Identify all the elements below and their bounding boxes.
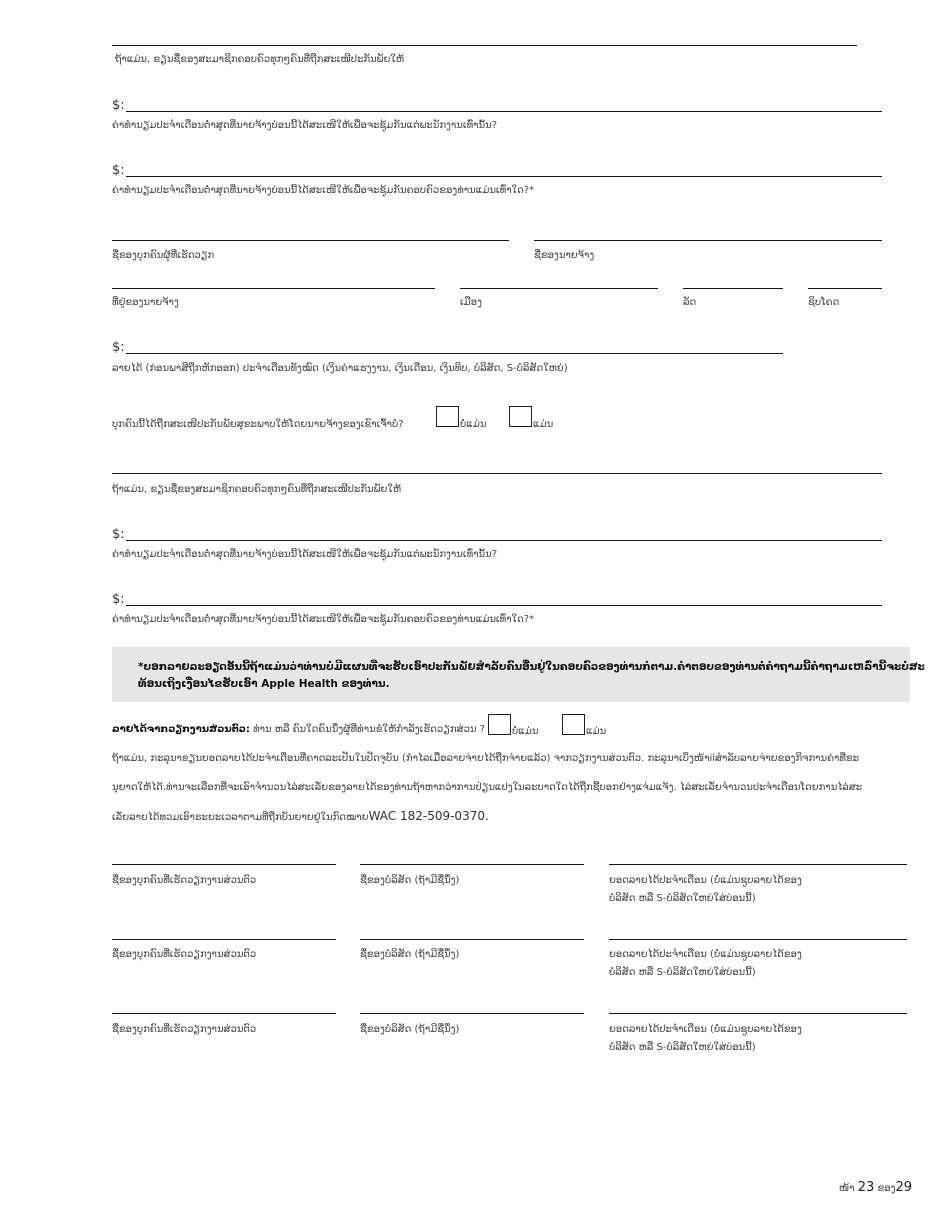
se-name-line-3[interactable] bbox=[112, 1013, 336, 1014]
se-name-line-2[interactable] bbox=[112, 939, 336, 940]
se-income-label-3a: ຍອດລາຍໄດ້ປະຈຳເດືອນ (ບໍ່ແມ່ນຊູບລາຍໄດ້ຂອງ bbox=[609, 1024, 802, 1035]
self-employment-instructions-2: ນຸຍາດໃຫ້ໄດ້.ທ່ານຈະເລືອກທີ່ຈະເອົາຈຳນວນໄລ່ສະເລັ່ຍຂອງລາຍໄດ້ຂອງທ່ານຖ້າຫາກວ່າການປ່ຽນແປງໃນລະບາດໃດໄດ້ຖືກຊີ້ບອກຢ່າງແຈ່ມແຈ້ງ. ໄລ່ສະເລັ່ຍຈຳນວນປະຈຳເດືອນໂດຍການໄລ່ສະ bbox=[112, 782, 863, 793]
offered-question: ບຸກຄົນນີ້ໄດ້ຖືກສະເໜີປະກັນພັຍສຸຂະພາບໃຫ້ໂດຍນາຍຈ້າງຂອງເຂົາເຈົ້າບໍ່? bbox=[112, 419, 404, 430]
se-company-label-2: ຊື່ຂອງບໍລິສັດ (ຖ້າມີຊື່ນຶ່ງ) bbox=[360, 949, 460, 960]
se-name-label-1: ຊື່ຂອງບຸກຄົນທີ່ເຮັດວຽກງານສ່ວນຕົວ bbox=[112, 875, 257, 886]
self-employed-no-label: ບໍ່ແມ່ນ bbox=[512, 726, 539, 737]
offered-no-checkbox[interactable] bbox=[436, 406, 459, 427]
se-income-label-1a: ຍອດລາຍໄດ້ປະຈຳເດືອນ (ບໍ່ແມ່ນຊູບລາຍໄດ້ຂອງ bbox=[609, 875, 802, 886]
offered-yes-label: ແມ່ນ bbox=[533, 419, 554, 430]
state-line[interactable] bbox=[683, 288, 783, 289]
self-employed-yes-label: ແມ່ນ bbox=[586, 726, 607, 737]
dollar-sign: $: bbox=[112, 163, 125, 178]
se-name-label-3: ຊື່ຂອງບຸກຄົນທີ່ເຮັດວຽກງານສ່ວນຕົວ bbox=[112, 1024, 257, 1035]
employer-name-label: ຊື່ຂອງນາຍຈ້າງ bbox=[534, 250, 595, 261]
se-income-label-1b: ບໍລິສັດ ຫລື S-ບໍລິສັດໃຫຍ່ໃສ່ບ່ອນນີ້) bbox=[609, 893, 756, 904]
se-company-line-1[interactable] bbox=[360, 864, 584, 865]
self-employed-no-checkbox[interactable] bbox=[488, 714, 511, 735]
self-employed-yes-checkbox[interactable] bbox=[562, 714, 585, 735]
self-employment-instructions-1: ຖ້າແມ່ນ, ກະລຸນາຂຽນຍອດລາຍໄດ້ປະຈຳເດືອນທີ່ຄາດລະເປັນໃນປັດຈຸບັນ (ກຳໄລເມື່ອລາຍຈ່າຍໄດ້ຖືກຈ່າຍແລ້ວ) ຈາກວຽກງານສ່ວນຕົວ. ກະລຸນາເບິ່ງໜ້າiiສຳລັບລາຍຈ່າຍຂອງກິຈການຄ່າທີ່ຂະ bbox=[112, 753, 860, 764]
premium-employee-label-2: ຄ່າທຳນຽມປະຈຳເດືອນຕ່ຳສຸດທີ່ນາຍຈ້າງບ່ອນນີ້ໄດ້ສະເໜີໃຫ້ເພື່ອຈະຊຸ້ມກັນແຕ່ພະນັກງານເທົ່ານັ້ນ? bbox=[112, 549, 498, 560]
se-name-line-1[interactable] bbox=[112, 864, 336, 865]
dollar-sign: $: bbox=[112, 592, 125, 607]
person-name-label: ຊື່ຂອງບຸກຄົນຜູ້ທີ່ເຮັດວຽກ bbox=[112, 250, 215, 261]
premium-employee-label-1: ຄ່າທຳນຽມປະຈຳເດືອນຕ່ຳສຸດທີ່ນາຍຈ້າງບ່ອນນີ້ໄດ້ສະເໜີໃຫ້ເພື່ອຈະຊຸ້ມກັນແຕ່ພະນັກງານເທົ່ານັ້ນ? bbox=[112, 120, 498, 131]
employer-address-label: ທີ່ຢູ່ຂອງນາຍຈ້າງ bbox=[112, 297, 179, 308]
offered-yes-checkbox[interactable] bbox=[509, 406, 532, 427]
premium-family-label-1: ຄ່າທຳນຽມປະຈຳເດືອນຕ່ຳສຸດທີ່ນາຍຈ້າງບ່ອນນີ້ໄດ້ສະເໜີໃຫ້ເພື່ອຈະຊຸ້ມກັນຄອບຄົວຂອງທ່ານແມ່ນເທົ່າໃດ?* bbox=[112, 185, 535, 196]
premium-family-line-1[interactable] bbox=[126, 176, 882, 177]
se-income-label-2b: ບໍລິສັດ ຫລື S-ບໍລິສັດໃຫຍ່ໃສ່ບ່ອນນີ້) bbox=[609, 967, 756, 978]
family-list-label-2: ຖ້າແມ່ນ, ຂຽນຊື່ຂອງສະມາຊິກຄອບຄົວທຸກໆຄົນທີ່ຖືກສະເໜີປະກັນພັຍໃຫ້ bbox=[112, 484, 402, 495]
zip-line[interactable] bbox=[808, 288, 882, 289]
se-income-line-2[interactable] bbox=[609, 939, 907, 940]
premium-family-line-2[interactable] bbox=[126, 605, 882, 606]
family-list-line-1[interactable] bbox=[112, 45, 857, 46]
employer-name-line[interactable] bbox=[534, 240, 882, 241]
offered-no-label: ບໍ່ແມ່ນ bbox=[460, 419, 487, 430]
se-income-line-1[interactable] bbox=[609, 864, 907, 865]
state-label: ລັດ bbox=[683, 297, 697, 308]
dollar-sign: $: bbox=[112, 340, 125, 355]
city-line[interactable] bbox=[460, 288, 658, 289]
family-list-label-1: ຖ້າແມ່ນ, ຂຽນຊື່ຂອງສະມາຊິກຄອບຄົວທຸກໆຄົນທີ່ຖືກສະເໜີປະກັນພັຍໃຫ້ bbox=[115, 54, 405, 65]
notice-text bbox=[138, 659, 925, 693]
notice-line-2: ທ້ອນເຖິງເງື່ອນໄຂຮັບເອົາ Apple Health ຂອງທ່ານ. bbox=[138, 678, 390, 690]
self-employment-heading: ລາຍໄດ້ຈາກວຽກງານສ່ວນຕົວ: bbox=[112, 724, 250, 735]
monthly-income-line[interactable] bbox=[126, 353, 783, 354]
self-employment-question-row bbox=[112, 724, 485, 735]
page-total: 29 bbox=[895, 1180, 912, 1195]
self-employment-question: ທ່ານ ຫລື ຄົນໃດຄົນນຶ່ງຜູ້ທີ່ທ່ານຂໍໃຫ້ກຳລັງເຮັດວຽກສ່ວນ ? bbox=[253, 724, 485, 735]
premium-employee-line-1[interactable] bbox=[126, 111, 882, 112]
se-name-label-2: ຊື່ຂອງບຸກຄົນທີ່ເຮັດວຽກງານສ່ວນຕົວ bbox=[112, 949, 257, 960]
employer-address-line[interactable] bbox=[112, 288, 435, 289]
page-of: ຂອງ bbox=[877, 1183, 896, 1194]
self-employment-instructions-text: ເລັ່ຍລາຍໄດ້ທວມເອົາຣະຍະເວລາຕາມທີ່ຖືກບັນຍາຍຢູ່ໃນກົດໝາຍ bbox=[112, 812, 369, 823]
se-company-line-2[interactable] bbox=[360, 939, 584, 940]
dollar-sign: $: bbox=[112, 98, 125, 113]
page-number bbox=[839, 1180, 912, 1195]
notice-line-1: *ບອກລາຍລະອຽດອັນນີ້ຖ້າແມ່ນວ່າທ່ານບໍ່ມີແຜນທີ່ຈະຮັບເອົາປະກັນພັຍສຳລັບຄົນອື່ນຢູ່ໃນຄອບຄົວຂອງທ່ານກໍຕາມ.ຄຳຕອບຂອງທ່ານຕໍ່ຄຳຖາມນີ້ຄຳຖາມເຫລົ່ານີ້ຈະບໍ່ສະ bbox=[138, 661, 925, 673]
self-employment-instructions-3 bbox=[112, 809, 489, 823]
se-income-line-3[interactable] bbox=[609, 1013, 907, 1014]
monthly-income-label: ລາຍໄດ້ (ກ່ອນພາສີຖືກຫັກອອກ) ປະຈຳເດືອນທັງໝົດ (ເງິນຄ່າແຮງງານ, ເງິນເດືອນ, ເງິນທິບ, ບໍລິສັດ, S-ບໍລິສັດໃຫຍ່) bbox=[112, 363, 568, 374]
dollar-sign: $: bbox=[112, 527, 125, 542]
wac-reference: WAC 182-509-0370. bbox=[368, 809, 489, 823]
se-income-label-2a: ຍອດລາຍໄດ້ປະຈຳເດືອນ (ບໍ່ແມ່ນຊູບລາຍໄດ້ຂອງ bbox=[609, 949, 802, 960]
premium-employee-line-2[interactable] bbox=[126, 540, 882, 541]
se-company-line-3[interactable] bbox=[360, 1013, 584, 1014]
family-list-line-2[interactable] bbox=[112, 473, 882, 474]
premium-family-label-2: ຄ່າທຳນຽມປະຈຳເດືອນຕ່ຳສຸດທີ່ນາຍຈ້າງບ່ອນນີ້ໄດ້ສະເໜີໃຫ້ເພື່ອຈະຊຸ້ມກັນຄອບຄົວຂອງທ່ານແມ່ນເທົ່າໃດ?* bbox=[112, 614, 535, 625]
person-name-line[interactable] bbox=[112, 240, 509, 241]
page-prefix: ໜ້າ bbox=[838, 1183, 855, 1194]
page-current: 23 bbox=[857, 1180, 875, 1195]
city-label: ເມືອງ bbox=[460, 297, 482, 308]
zip-label: ຊິບໂຄດ bbox=[808, 297, 840, 308]
se-income-label-3b: ບໍລິສັດ ຫລື S-ບໍລິສັດໃຫຍ່ໃສ່ບ່ອນນີ້) bbox=[609, 1042, 756, 1053]
se-company-label-3: ຊື່ຂອງບໍລິສັດ (ຖ້າມີຊື່ນຶ່ງ) bbox=[360, 1024, 460, 1035]
notice-banner bbox=[112, 647, 925, 702]
se-company-label-1: ຊື່ຂອງບໍລິສັດ (ຖ້າມີຊື່ນຶ່ງ) bbox=[360, 875, 460, 886]
